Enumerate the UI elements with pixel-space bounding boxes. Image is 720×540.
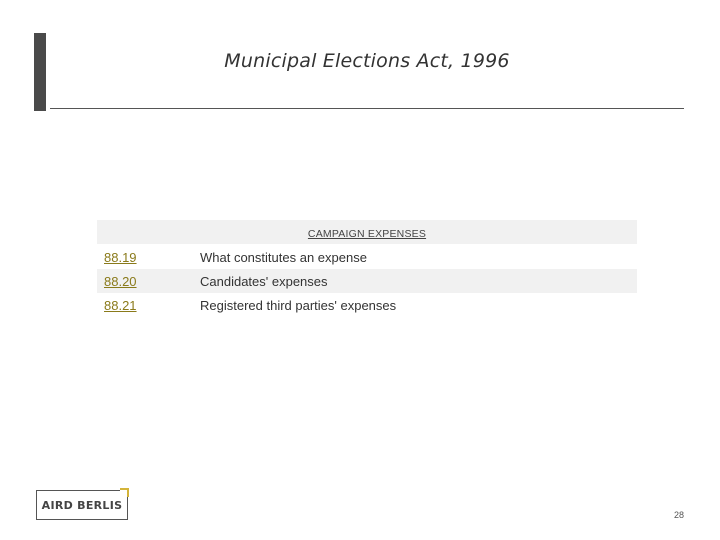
section-link-88-20[interactable]: 88.20 — [104, 273, 137, 289]
title-divider — [50, 108, 684, 109]
table-header-row — [97, 220, 637, 245]
section-number-cell — [97, 293, 200, 317]
section-number-cell — [97, 269, 200, 293]
table-row — [97, 245, 637, 270]
page-number: 28 — [673, 510, 684, 520]
table-header-cell — [97, 220, 637, 245]
section-link-88-21[interactable]: 88.21 — [104, 297, 137, 313]
table-row — [97, 293, 637, 317]
table-row — [97, 269, 637, 293]
sections-table — [97, 220, 637, 317]
firm-logo — [36, 490, 128, 520]
section-description: Registered third parties' expenses — [200, 297, 397, 313]
logo-text: AIRD BERLIS — [41, 498, 123, 512]
section-number-cell — [97, 245, 200, 270]
logo-corner-accent — [120, 488, 129, 497]
slide-title: Municipal Elections Act, 1996 — [224, 50, 510, 72]
section-title: CAMPAIGN EXPENSES — [307, 227, 427, 240]
title-accent-bar — [34, 33, 46, 111]
section-description: Candidates' expenses — [200, 269, 637, 293]
section-link-88-19[interactable]: 88.19 — [104, 249, 137, 265]
section-description: What constitutes an expense — [200, 249, 367, 265]
